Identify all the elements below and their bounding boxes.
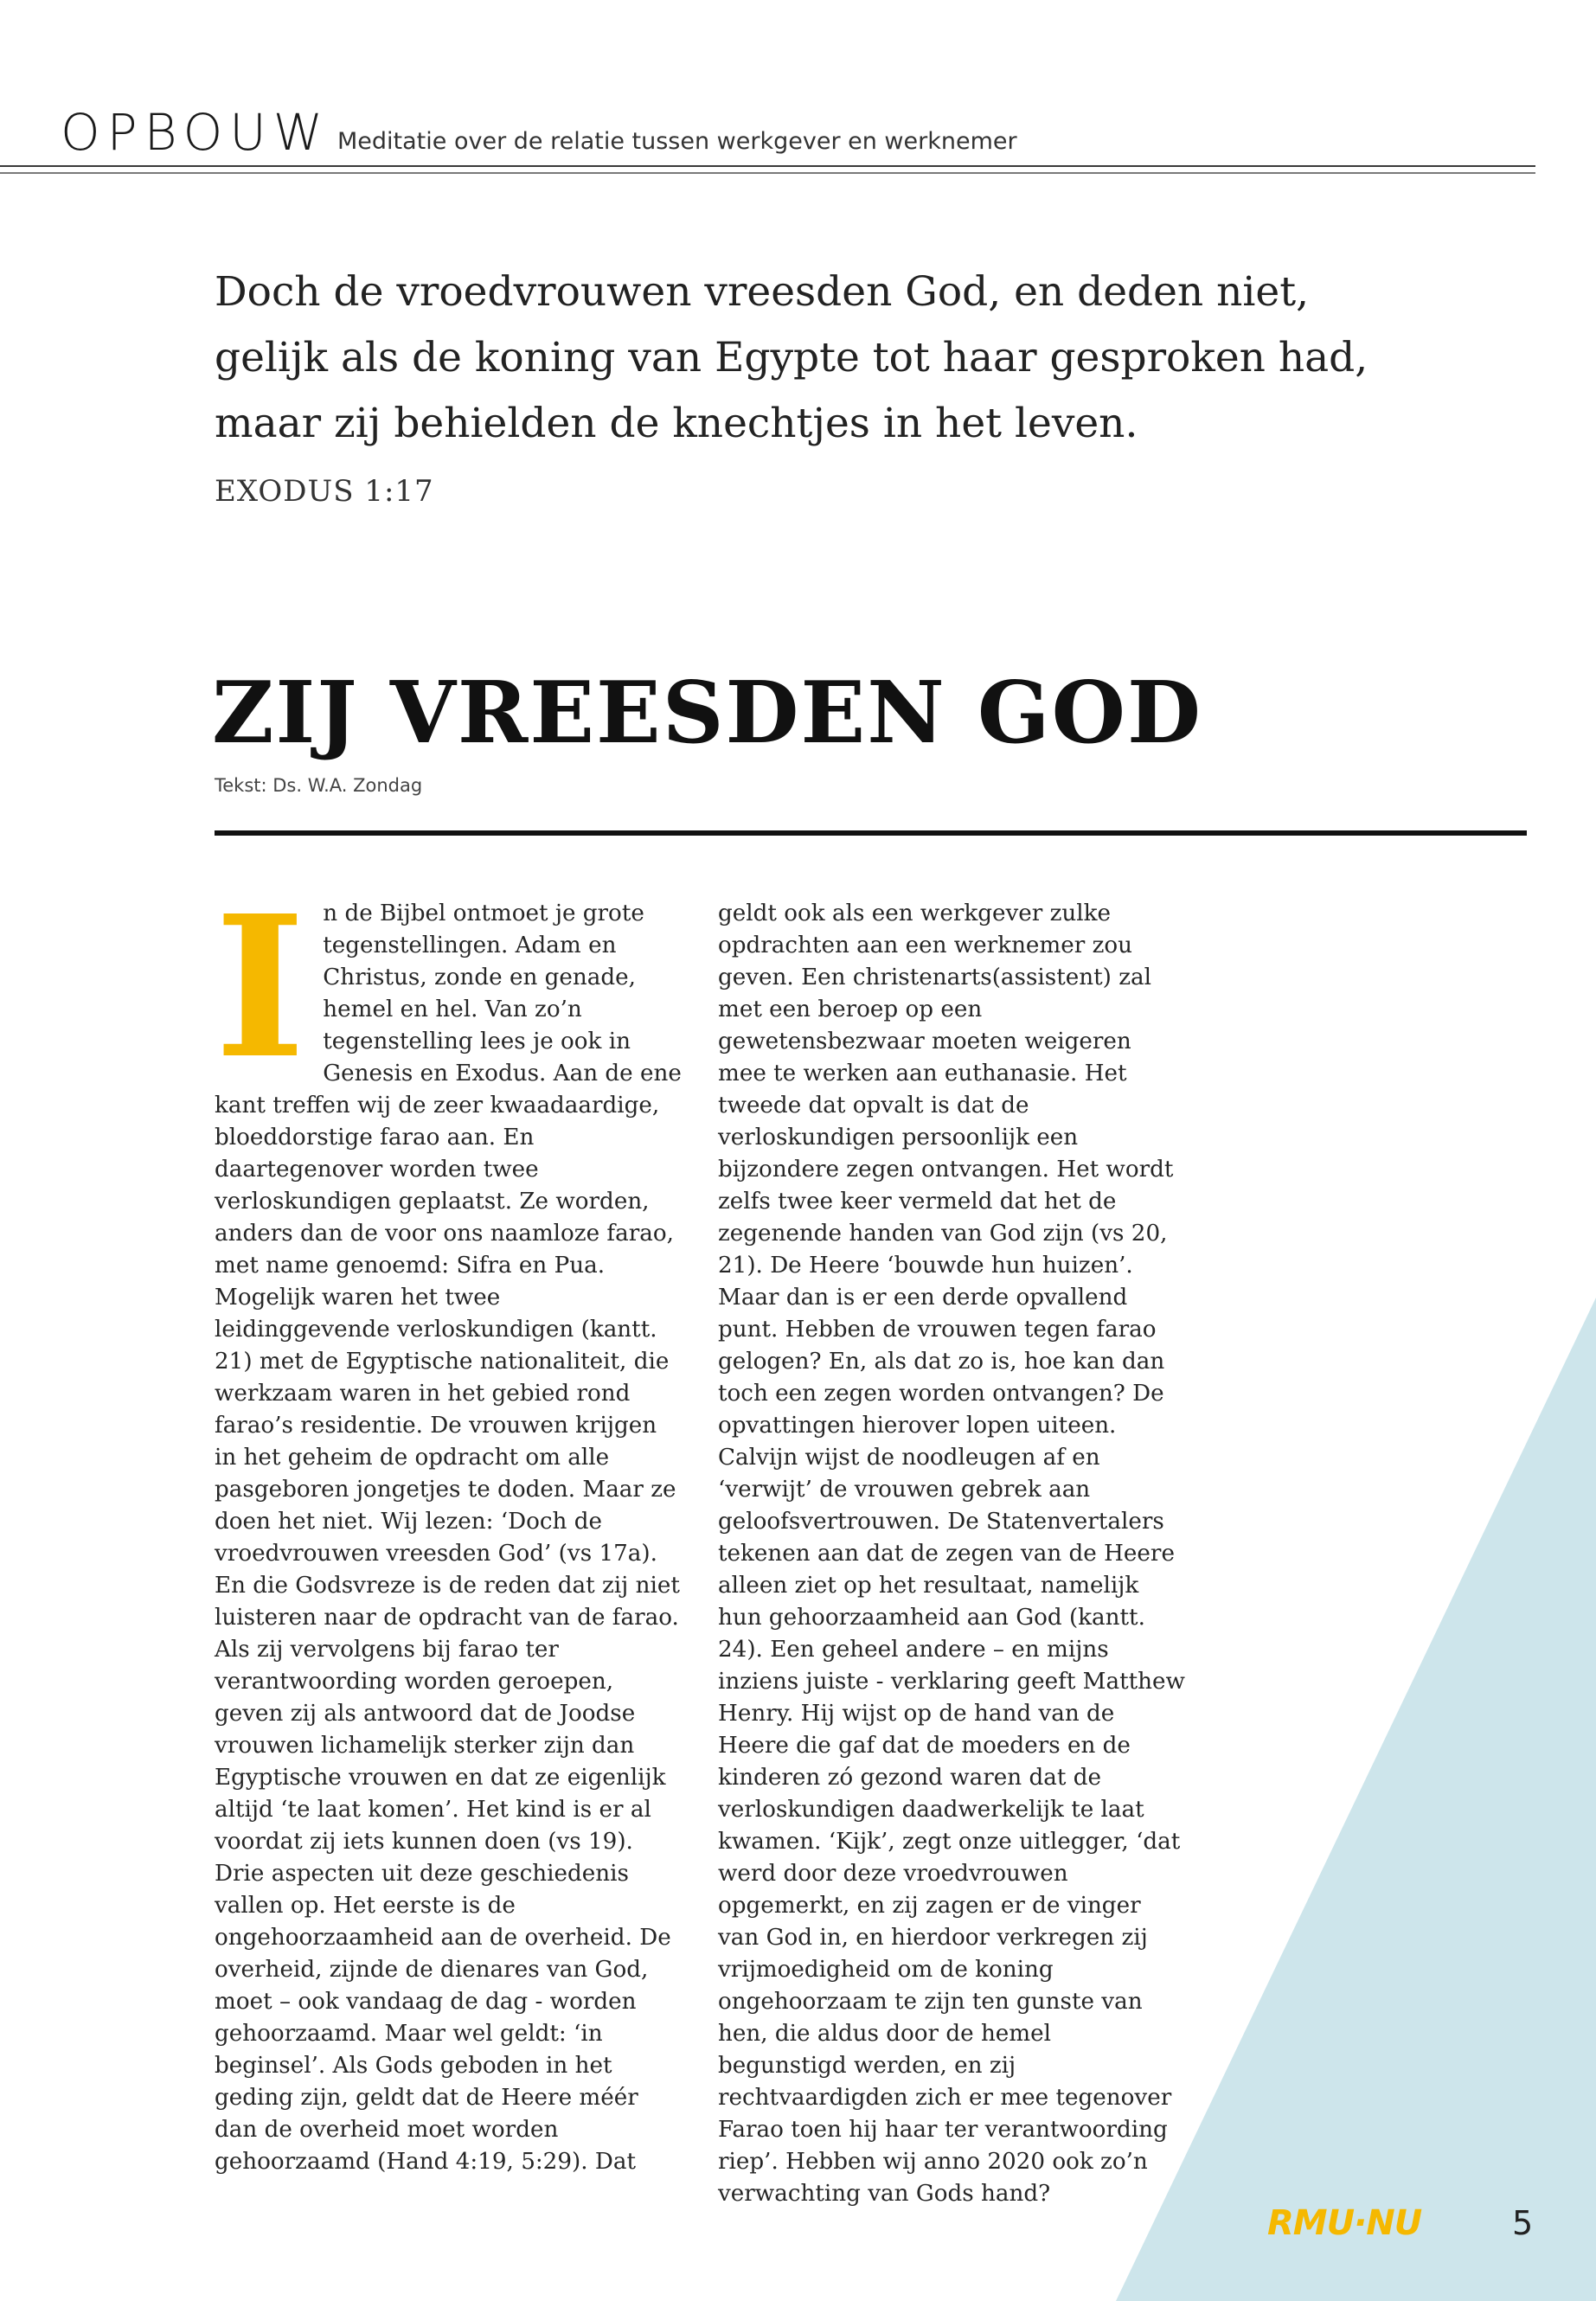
section-title: OPBOUW xyxy=(61,103,330,162)
bible-quote: Doch de vroedvrouwen vreesden God, en deden niet, gelijk als de koning van Egypte tot haar gesproken had, maar zij behielden de knechtjes in het leven. xyxy=(215,268,1368,447)
paragraph: n de Bijbel ontmoet je grote tegenstellingen. Adam en Christus, zonde en genade, hemel en hel. Van zo’n tegenstelling lees je ook in Genesis en Exodus. Aan de ene kant treffen wij de zeer kwaadaardige, bloeddorstige farao aan. En daartegenover worden twee verloskundigen geplaatst. Ze worden, anders dan de voor ons naamloze farao, met name genoemd: Sifra en Pua. Mogelijk waren het twee leidinggevende verloskundigen (kantt. 21) met de Egyptische nationaliteit, die werkzaam waren in het gebied rond farao’s residentie. De vrouwen krijgen in het geheim de opdracht om alle pasgeboren jongetjes te doden. Maar ze doen het niet. Wij lezen: ‘Doch de vroedvrouwen vreesden God’ (vs 17a). En die Godsvreze is de reden dat zij niet luisteren naar de opdracht van de farao. xyxy=(215,901,682,1631)
page-number: 5 xyxy=(1512,2204,1534,2242)
article-author: Tekst: Ds. W.A. Zondag xyxy=(215,775,423,796)
drop-cap: I xyxy=(215,874,306,1102)
title-rule xyxy=(215,830,1527,836)
rmu-logo: RMU·NU xyxy=(1267,2203,1422,2243)
article-title: ZIJ VREESDEN GOD xyxy=(212,663,1202,763)
paragraph: Als zij vervolgens bij farao ter verantwoording worden geroepen, geven zij als antwoord dat de Joodse vrouwen lichamelijk sterker zijn dan Egyptische vrouwen en dat ze eigenlijk altijd ‘te laat komen’. Het kind is er al voordat zij iets kunnen doen (vs 19). Drie aspecten uit deze geschiedenis vallen op. Het eerste is de ongehoorzaamheid aan de overheid. De overheid, zijnde de dienares van God, moet – ook vandaag de dag - worden gehoorzaamd. Maar wel geldt: ‘in beginsel’. Als Gods geboden in het geding zijn, geldt dat de Heere méér dan de overheid moet worden gehoorzaamd (Hand 4:19, 5:29). Dat xyxy=(215,1637,671,2175)
page-header xyxy=(61,102,1535,171)
section-subtitle: Meditatie over de relatie tussen werkgever en werknemer xyxy=(337,128,1017,155)
paragraph: geldt ook als een werkgever zulke opdrachten aan een werknemer zou geven. Een christenarts(assistent) zal met een beroep op een gewetensbezwaar moeten weigeren mee te werken aan euthanasie. Het tweede dat opvalt is dat de verloskundigen persoonlijk een bijzondere zegen ontvangen. Het wordt zelfs twee keer vermeld dat het de zegenende handen van God zijn (vs 20, 21). De Heere ‘bouwde hun huizen’. Maar dan is er een derde opvallend punt. Hebben de vrouwen tegen farao gelogen? En, als dat zo is, hoe kan dan toch een zegen worden ontvangen? De opvattingen hierover lopen uiteen. Calvijn wijst de noodleugen af en ‘verwijt’ de vrouwen gebrek aan geloofsvertrouwen. De Statenvertalers tekenen aan dat de zegen van de Heere alleen ziet op het resultaat, namelijk hun gehoorzaamheid aan God (kantt. 24). Een geheel andere – en mijns inziens juiste - verklaring geeft Matthew Henry. Hij wijst op de hand van de Heere die gaf dat de moeders en de kinderen zó gezond waren dat de verloskundigen daadwerkelijk te laat kwamen. ‘Kijk’, zegt onze uitlegger, ‘dat werd door deze vroedvrouwen opgemerkt, en zij zagen er de vinger van God in, en hierdoor verkregen zij vrijmoedigheid om de koning ongehoorzaam te zijn ten gunste van hen, die aldus door de hemel begunstigd werden, en zij rechtvaardigden zich er mee tegenover Farao toen hij haar ter verantwoording riep’. Hebben wij anno 2020 ook zo’n verwachting van Gods hand? xyxy=(718,901,1185,2207)
quote-reference: EXODUS 1:17 xyxy=(215,474,434,509)
article-column-1 xyxy=(215,874,682,2178)
header-rule xyxy=(0,165,1535,167)
header-rule-secondary xyxy=(0,172,1535,174)
article-column-2 xyxy=(718,898,1185,2210)
